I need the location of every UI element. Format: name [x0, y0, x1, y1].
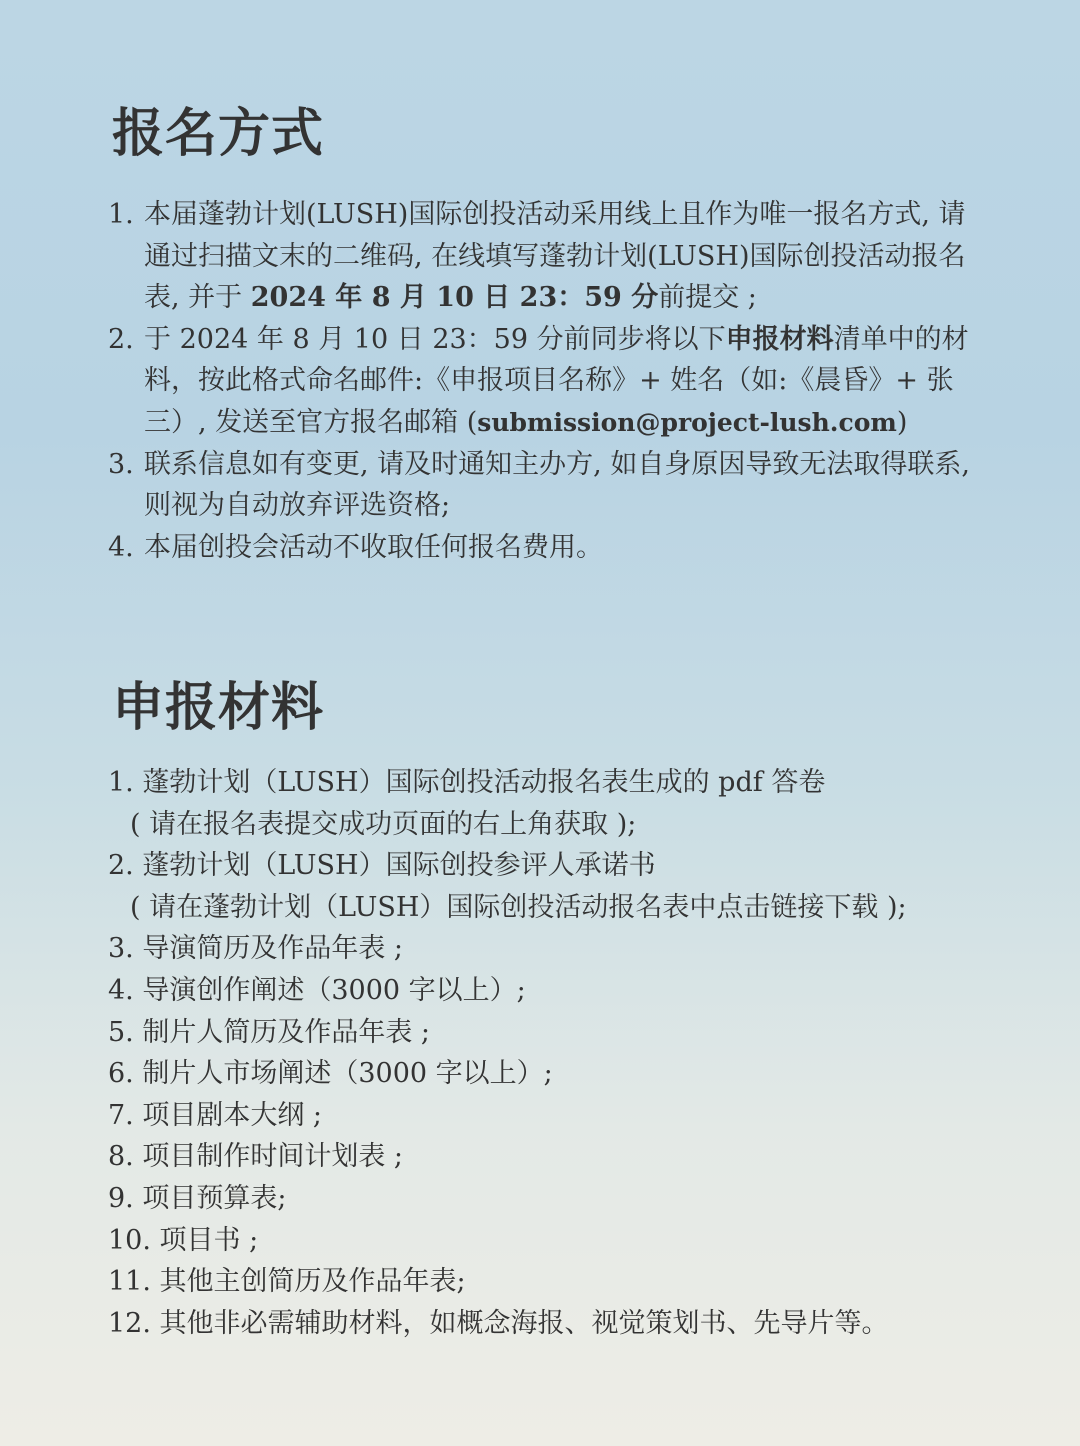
list-item	[108, 319, 978, 444]
item-text: 项目制作时间计划表 ;	[142, 1141, 404, 1173]
application-materials-list	[108, 762, 978, 1344]
item-number: 4.	[108, 531, 143, 563]
list-item	[108, 762, 978, 845]
item-text-part: 于 2024 年 8 月 10 日 23：59 分前同步将以下	[144, 323, 726, 355]
item-number: 3.	[108, 933, 143, 965]
list-item	[108, 1095, 978, 1137]
list-item	[108, 1261, 978, 1303]
registration-method-list	[108, 194, 978, 568]
submission-email: submission@project-lush.com	[477, 407, 897, 437]
item-text: 蓬勃计划（LUSH）国际创投活动报名表生成的 pdf 答卷	[142, 767, 826, 798]
item-number: 12.	[108, 1307, 160, 1339]
item-number: 9.	[108, 1182, 143, 1214]
item-number: 3.	[108, 448, 143, 480]
list-item	[108, 444, 978, 527]
item-text: 联系信息如有变更, 请及时通知主办方, 如自身原因导致无法取得联系, 则视为自动放弃评选资格;	[144, 448, 970, 522]
item-text: 制片人市场阐述（3000 字以上）;	[142, 1058, 553, 1090]
deadline-text: 2024 年 8 月 10 日 23：59 分	[250, 282, 659, 314]
list-item	[108, 1136, 978, 1178]
item-text: 项目书 ;	[159, 1224, 259, 1256]
item-text: 其他主创简历及作品年表;	[159, 1266, 466, 1298]
item-number: 7.	[108, 1099, 143, 1131]
item-text: 导演创作阐述（3000 字以上）;	[142, 974, 526, 1006]
item-number: 4.	[108, 974, 143, 1006]
section-title-application-materials: 申报材料	[112, 677, 325, 738]
list-item	[108, 970, 978, 1012]
item-text	[144, 319, 978, 444]
item-number: 1.	[108, 767, 143, 798]
item-text: 制片人简历及作品年表 ;	[142, 1016, 431, 1048]
item-text-part: )	[896, 406, 908, 438]
list-item	[108, 928, 978, 970]
item-text-part: 本届蓬勃计划(LUSH)国际创投活动采用线上且作为唯一报名方式, 请通过扫描文末的二维码, 在线填写蓬勃计划(LUSH)国际创投活动报名表, 并于	[144, 199, 966, 314]
list-item	[108, 194, 978, 319]
item-number: 8.	[108, 1141, 143, 1173]
item-text: 导演简历及作品年表 ;	[142, 933, 404, 965]
item-text: 其他非必需辅助材料，如概念海报、视觉策划书、先导片等。	[159, 1307, 889, 1339]
item-number: 11.	[108, 1266, 160, 1298]
item-number: 10.	[108, 1224, 160, 1256]
list-item	[108, 845, 978, 928]
materials-emphasis: 申报材料	[725, 323, 834, 355]
item-number: 6.	[108, 1058, 143, 1090]
list-item	[108, 1053, 978, 1095]
item-text: 项目剧本大纲 ;	[142, 1099, 323, 1131]
item-number: 5.	[108, 1016, 143, 1048]
item-text: 本届创投会活动不收取任何报名费用。	[144, 531, 603, 563]
item-text: 蓬勃计划（LUSH）国际创投参评人承诺书	[142, 850, 656, 882]
item-note: ( 请在蓬勃计划（LUSH）国际创投活动报名表中点击链接下载 );	[130, 891, 907, 923]
item-text	[144, 194, 978, 319]
list-item	[108, 1178, 978, 1220]
list-item	[108, 1303, 978, 1345]
list-item	[108, 1012, 978, 1054]
item-number: 2.	[108, 850, 143, 882]
list-item	[108, 527, 978, 569]
item-text-part: 清单中的材料，按此格式命名邮件:《申报项目名称》+ 姓名（如:《晨昏》+ 张三）, 发送至官方报名邮箱 (	[144, 323, 969, 438]
section-title-registration-method: 报名方式	[112, 103, 325, 164]
item-text-part: 前提交 ;	[658, 282, 757, 314]
item-number: 2.	[108, 323, 143, 355]
item-note: ( 请在报名表提交成功页面的右上角获取 );	[130, 808, 637, 840]
item-number: 1.	[108, 199, 143, 230]
list-item	[108, 1220, 978, 1262]
item-text: 项目预算表;	[142, 1182, 287, 1214]
